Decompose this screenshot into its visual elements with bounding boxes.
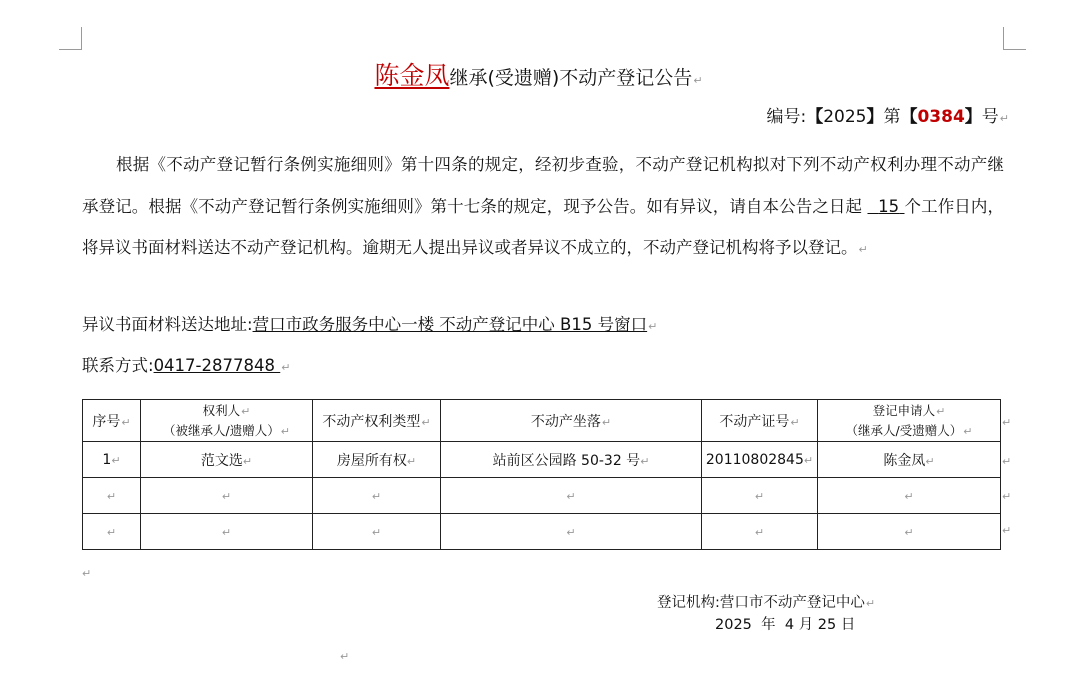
paragraph-mark-icon: ↵: [241, 404, 251, 418]
header-text: 不动产证号: [719, 413, 790, 430]
paragraph-mark-icon: ↵: [566, 525, 576, 539]
paragraph-mark-icon: ↵: [421, 415, 431, 429]
row-end-mark-icon: ↵: [1002, 524, 1012, 537]
table-cell: [818, 478, 1001, 514]
table-cell: [818, 442, 1001, 478]
header-cell-right-type: [313, 400, 441, 442]
table-cell: [818, 514, 1001, 550]
docno-suffix: 号: [981, 107, 999, 127]
cell-text: 陈金凤: [883, 452, 926, 469]
paragraph-mark-icon: ↵: [803, 453, 814, 467]
header-text: 不动产权利类型: [322, 413, 421, 430]
paragraph-mark-icon: ↵: [106, 525, 117, 539]
document-number: [766, 102, 1009, 127]
table-cell: [441, 442, 702, 478]
title-applicant-name: 陈金凤: [374, 61, 450, 90]
cell-text: 范文选: [200, 452, 243, 469]
contact-info: [82, 352, 290, 376]
row-end-mark-icon: ↵: [1002, 416, 1012, 429]
paragraph-mark-icon: ↵: [790, 415, 800, 429]
table-cell: [141, 514, 313, 550]
row-end-mark-icon: ↵: [1002, 455, 1012, 468]
table-cell: [702, 514, 818, 550]
docno-prefix: 编号:: [766, 107, 807, 127]
paragraph-mark-icon: ↵: [242, 454, 253, 468]
docno-bracket: 】: [866, 107, 884, 127]
header-cell-location: [441, 400, 702, 442]
paragraph-mark-icon: ↵: [221, 489, 232, 503]
paragraph-mark-icon: ↵: [648, 320, 658, 333]
table-cell: [313, 478, 441, 514]
empty-paragraph-mark-icon: ↵: [340, 650, 350, 663]
paragraph-mark-icon: ↵: [999, 112, 1009, 125]
table-cell: [141, 478, 313, 514]
table-row: [83, 514, 1001, 550]
header-cell-seq: [83, 400, 141, 442]
paragraph-mark-icon: ↵: [904, 525, 914, 539]
paragraph-mark-icon: ↵: [963, 424, 973, 438]
table-cell: [441, 514, 702, 550]
table-cell: [313, 442, 441, 478]
contact-label: 联系方式:: [82, 356, 154, 375]
paragraph-mark-icon: ↵: [601, 415, 612, 429]
docno-number: 0384: [917, 107, 965, 127]
title-text: 继承(受遗赠)不动产登记公告: [449, 67, 693, 89]
objection-days: [867, 197, 904, 216]
notice-date: [715, 613, 855, 634]
header-subtext: （被继承人/遗赠人）: [163, 422, 280, 438]
paragraph-mark-icon: ↵: [106, 489, 117, 503]
paragraph-mark-icon: ↵: [371, 489, 382, 503]
paragraph-mark-icon: ↵: [858, 243, 868, 256]
date-year-char: 年: [761, 617, 776, 633]
date-day: 25: [817, 617, 837, 633]
paragraph-mark-icon: ↵: [111, 453, 121, 467]
paragraph-mark-icon: ↵: [640, 454, 650, 468]
paragraph-mark-icon: ↵: [406, 454, 417, 468]
table-cell: [83, 514, 141, 550]
empty-paragraph-mark-icon: ↵: [82, 567, 92, 580]
date-day-char: 日: [840, 617, 856, 633]
header-text: 序号: [92, 413, 121, 430]
paragraph-mark-icon: ↵: [280, 424, 290, 438]
cell-text: 站前区公园路 50-32 号: [492, 452, 641, 469]
authority-name: 营口市不动产登记中心: [719, 595, 865, 611]
table-cell: [313, 514, 441, 550]
paragraph-mark-icon: ↵: [566, 489, 576, 503]
table-cell: [141, 442, 313, 478]
docno-year: 2025: [823, 107, 867, 127]
paragraph-mark-icon: ↵: [865, 597, 876, 610]
row-end-mark-icon: ↵: [1002, 490, 1012, 503]
objection-address: [82, 311, 657, 335]
notice-text-part1: 根据《不动产登记暂行条例实施细则》第十四条的规定，经初步查验，不动产登记机构拟对下列不动产权利办理不动产继承登记。根据《不动产登记暂行条例实施细则》第十七条的规定，现予公告。如有异议，请自本公告之日起: [82, 155, 1004, 216]
paragraph-mark-icon: ↵: [121, 415, 131, 429]
objection-days-value: 15: [878, 196, 900, 216]
date-month: 4: [784, 617, 795, 633]
header-cell-holder: [141, 400, 313, 442]
table-cell: [702, 442, 818, 478]
page-corner-top-left: [59, 27, 82, 50]
cell-text: 20110802845: [705, 451, 804, 468]
docno-di: 第: [883, 107, 901, 127]
paragraph-mark-icon: ↵: [693, 74, 703, 87]
table-row: [83, 442, 1001, 478]
cell-text: 1: [102, 451, 112, 468]
docno-bracket: 【: [900, 107, 918, 127]
paragraph-mark-icon: ↵: [221, 525, 232, 539]
header-text: 权利人: [202, 402, 241, 418]
cell-text: 房屋所有权: [336, 452, 407, 469]
table-row: [83, 478, 1001, 514]
notice-paragraph: [82, 144, 1004, 271]
address-value: 营口市政务服务中心一楼 不动产登记中心 B15 号窗口: [252, 315, 648, 334]
docno-bracket: 【: [806, 107, 824, 127]
table-cell: [702, 478, 818, 514]
header-subtext: （继承人/受遗赠人）: [845, 422, 963, 438]
date-year: 2025: [715, 617, 752, 633]
table-header-row: [83, 400, 1001, 442]
paragraph-mark-icon: ↵: [371, 525, 382, 539]
header-text: 登记申请人: [872, 402, 936, 418]
registration-authority: [657, 591, 875, 612]
paragraph-mark-icon: ↵: [281, 361, 291, 374]
paragraph-mark-icon: ↵: [936, 404, 946, 418]
header-cell-applicant: [818, 400, 1001, 442]
paragraph-mark-icon: ↵: [754, 489, 765, 503]
date-month-char: 月: [798, 617, 814, 633]
page-title: [0, 56, 1077, 92]
header-cell-cert-no: [702, 400, 818, 442]
paragraph-mark-icon: ↵: [925, 454, 935, 468]
table-cell: [441, 478, 702, 514]
property-table: [82, 399, 1001, 550]
notice-text-part2: 个工作日内，将异议书面材料送达不动产登记机构。逾期无人提出异议或者异议不成立的，不动产登记机构将予以登记。: [82, 196, 1004, 257]
paragraph-mark-icon: ↵: [904, 489, 914, 503]
header-text: 不动产坐落: [530, 413, 601, 430]
table-cell: [83, 478, 141, 514]
address-label: 异议书面材料送达地址:: [82, 315, 253, 334]
docno-bracket: 】: [964, 107, 982, 127]
page-corner-top-right: [1003, 27, 1026, 50]
paragraph-mark-icon: ↵: [754, 525, 765, 539]
table-cell: [83, 442, 141, 478]
contact-phone: 0417-2877848: [153, 356, 281, 375]
authority-label: 登记机构:: [657, 595, 720, 611]
